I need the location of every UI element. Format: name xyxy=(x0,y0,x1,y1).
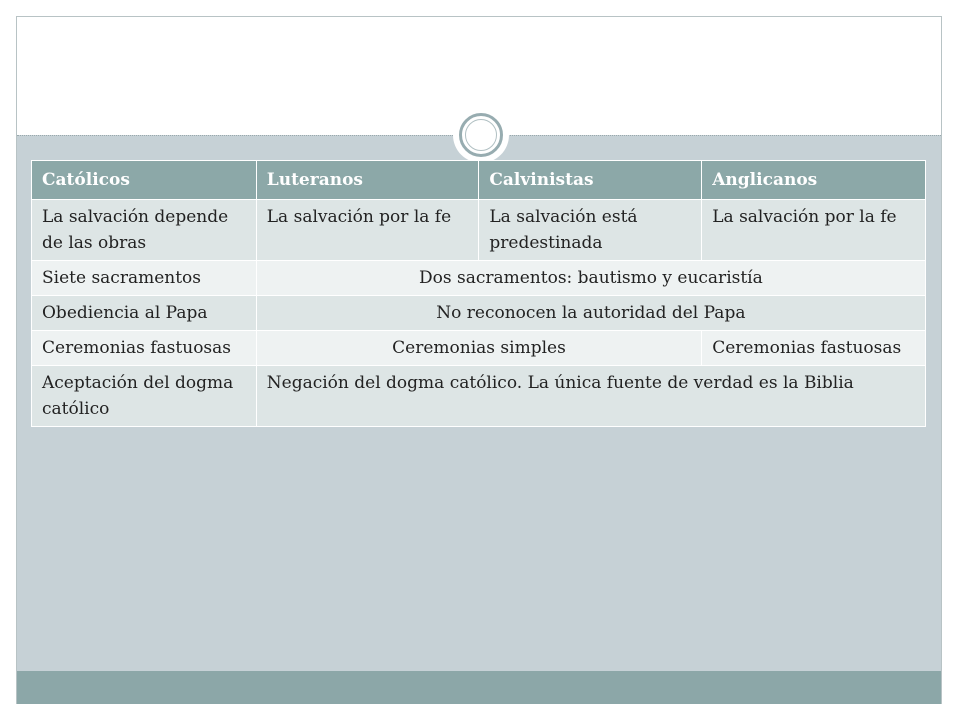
table-cell-merged: Ceremonias simples xyxy=(256,331,701,366)
table-cell: La salvación por la fe xyxy=(702,200,926,261)
header-luteranos: Luteranos xyxy=(256,161,479,200)
table-cell-merged: Dos sacramentos: bautismo y eucaristía xyxy=(256,261,925,296)
table-header-row xyxy=(32,161,926,200)
table-row xyxy=(32,331,926,366)
header-catolicos: Católicos xyxy=(32,161,257,200)
table-cell-merged: Negación del dogma católico. La única fuente de verdad es la Biblia xyxy=(256,366,925,427)
comparison-table xyxy=(31,160,926,427)
table-cell: La salvación por la fe xyxy=(256,200,479,261)
slide xyxy=(16,16,942,704)
table-cell: Ceremonias fastuosas xyxy=(32,331,257,366)
header-calvinistas: Calvinistas xyxy=(479,161,702,200)
table-cell: La salvación depende de las obras xyxy=(32,200,257,261)
table-cell-merged: No reconocen la autoridad del Papa xyxy=(256,296,925,331)
table-cell: La salvación está predestinada xyxy=(479,200,702,261)
table-row xyxy=(32,261,926,296)
table-cell: Aceptación del dogma católico xyxy=(32,366,257,427)
header-anglicanos: Anglicanos xyxy=(702,161,926,200)
table-row xyxy=(32,296,926,331)
decorative-inner-circle-icon xyxy=(465,119,497,151)
table-row xyxy=(32,200,926,261)
table-cell: Ceremonias fastuosas xyxy=(702,331,926,366)
table-cell: Siete sacramentos xyxy=(32,261,257,296)
table-cell: Obediencia al Papa xyxy=(32,296,257,331)
footer-bar xyxy=(17,671,941,704)
table-row xyxy=(32,366,926,427)
